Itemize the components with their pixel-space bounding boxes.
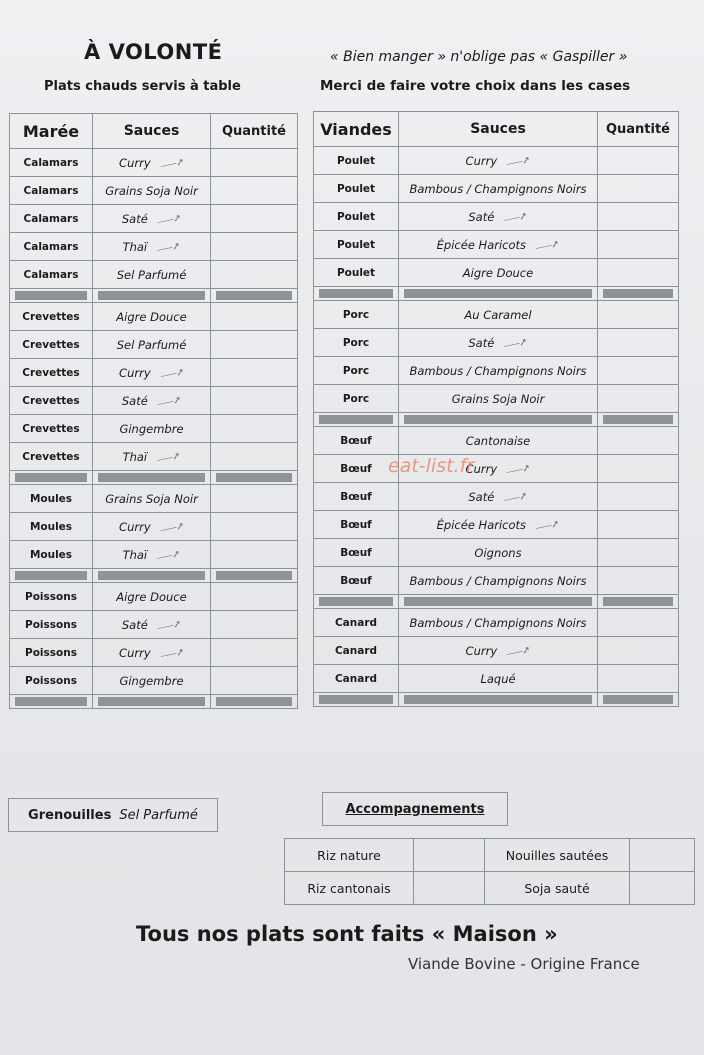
- sides-title: Accompagnements: [322, 792, 508, 826]
- sauce-name: Gingembre: [119, 421, 184, 436]
- table-row: [314, 301, 679, 329]
- quantity-cell[interactable]: [211, 261, 298, 289]
- dish-name: Poissons: [10, 611, 93, 639]
- col-header-quantity: Quantité: [211, 114, 298, 149]
- quantity-cell[interactable]: [598, 427, 679, 455]
- separator-cell: [93, 471, 211, 485]
- sauce-name: Au Caramel: [464, 307, 532, 322]
- quantity-cell[interactable]: [598, 357, 679, 385]
- col-header-sauce: Sauces: [93, 114, 211, 149]
- sauce-cell: [399, 539, 598, 567]
- dish-name: Poulet: [314, 203, 399, 231]
- separator-cell: [314, 287, 399, 301]
- table-row: [314, 609, 679, 637]
- table-row: [10, 331, 298, 359]
- dish-name: Calamars: [10, 205, 93, 233]
- dish-name: Bœuf: [314, 483, 399, 511]
- sauce-cell: [93, 359, 211, 387]
- sauce-cell: [93, 485, 211, 513]
- sauce-name: Bambous / Champignons Noirs: [409, 363, 587, 378]
- sauce-cell: [399, 483, 598, 511]
- col-header-sauce: Sauces: [399, 112, 598, 147]
- sauce-name: Gingembre: [119, 673, 184, 688]
- sauce-name: Épicée Haricots: [436, 518, 527, 532]
- group-separator: [314, 413, 679, 427]
- sauce-cell: [399, 231, 598, 259]
- quantity-cell[interactable]: [598, 665, 679, 693]
- quantity-cell[interactable]: [211, 415, 298, 443]
- sauce-name: Saté: [121, 212, 148, 226]
- dish-name: Poissons: [10, 667, 93, 695]
- separator-bar: [216, 571, 292, 580]
- separator-cell: [93, 289, 211, 303]
- table-row: [10, 583, 298, 611]
- separator-bar: [98, 697, 205, 706]
- sauce-name: Curry: [119, 366, 151, 380]
- dish-name: Bœuf: [314, 427, 399, 455]
- separator-cell: [211, 471, 298, 485]
- separator-cell: [93, 569, 211, 583]
- separator-bar: [603, 597, 673, 606]
- quantity-cell[interactable]: [211, 303, 298, 331]
- chili-pepper-icon: ⸺➚: [504, 644, 532, 661]
- side-quantity-cell[interactable]: [630, 839, 695, 872]
- sauce-name: Saté: [468, 336, 495, 350]
- dish-name: Bœuf: [314, 511, 399, 539]
- dish-name: Porc: [314, 385, 399, 413]
- dish-name: Crevettes: [10, 331, 93, 359]
- separator-cell: [314, 693, 399, 707]
- chili-pepper-icon: ⸺➚: [155, 212, 183, 229]
- sauce-cell: [399, 147, 598, 175]
- separator-bar: [98, 291, 205, 300]
- separator-bar: [319, 415, 393, 424]
- origin-note: Viande Bovine - Origine France: [408, 955, 640, 973]
- table-row: [314, 539, 679, 567]
- sauce-name: Grains Soja Noir: [451, 391, 545, 406]
- table-row: [314, 665, 679, 693]
- table-row: [314, 259, 679, 287]
- quantity-cell[interactable]: [211, 149, 298, 177]
- quantity-cell[interactable]: [211, 541, 298, 569]
- quantity-cell[interactable]: [598, 511, 679, 539]
- group-separator: [314, 287, 679, 301]
- sauce-name: Oignons: [474, 545, 522, 560]
- separator-cell: [211, 289, 298, 303]
- separator-cell: [399, 413, 598, 427]
- quantity-cell[interactable]: [211, 177, 298, 205]
- table-row: [10, 359, 298, 387]
- dish-name: Bœuf: [314, 455, 399, 483]
- sauce-cell: [93, 541, 211, 569]
- quantity-cell[interactable]: [598, 259, 679, 287]
- table-row: [314, 427, 679, 455]
- sauce-cell: [399, 567, 598, 595]
- dish-name: Bœuf: [314, 567, 399, 595]
- dish-name: Calamars: [10, 233, 93, 261]
- sauce-cell: [399, 357, 598, 385]
- frog-item: Grenouilles: [28, 807, 112, 823]
- motto: « Bien manger » n'oblige pas « Gaspiller »: [330, 49, 628, 65]
- quantity-cell[interactable]: [598, 637, 679, 665]
- dish-name: Poissons: [10, 583, 93, 611]
- quantity-cell[interactable]: [211, 443, 298, 471]
- table-row: [10, 443, 298, 471]
- sauce-name: Sel Parfumé: [116, 337, 187, 352]
- separator-bar: [603, 415, 673, 424]
- table-row: [10, 261, 298, 289]
- chili-pepper-icon: ⸺➚: [158, 156, 186, 173]
- sauce-name: Cantonaise: [465, 433, 531, 448]
- separator-cell: [598, 287, 679, 301]
- quantity-cell[interactable]: [598, 483, 679, 511]
- separator-bar: [404, 415, 592, 424]
- dish-name: Crevettes: [10, 303, 93, 331]
- sauce-cell: [399, 259, 598, 287]
- chili-pepper-icon: ⸺➚: [155, 394, 183, 411]
- sauce-name: Bambous / Champignons Noirs: [409, 181, 587, 196]
- quantity-cell[interactable]: [211, 513, 298, 541]
- sauce-cell: [93, 583, 211, 611]
- group-separator: [10, 289, 298, 303]
- sauce-name: Aigre Douce: [116, 589, 187, 604]
- quantity-cell[interactable]: [211, 485, 298, 513]
- separator-cell: [10, 569, 93, 583]
- dish-name: Crevettes: [10, 415, 93, 443]
- table-row: [314, 567, 679, 595]
- table-row: [314, 455, 679, 483]
- sauce-cell: [399, 511, 598, 539]
- dish-name: Canard: [314, 637, 399, 665]
- frog-legs-box: [8, 798, 218, 832]
- tagline: Tous nos plats sont faits « Maison »: [136, 922, 558, 946]
- table-row: [10, 485, 298, 513]
- sauce-cell: [93, 443, 211, 471]
- sides-row: [285, 872, 695, 905]
- group-separator: [10, 569, 298, 583]
- sauce-cell: [93, 261, 211, 289]
- chili-pepper-icon: ⸺➚: [158, 520, 186, 537]
- separator-cell: [211, 569, 298, 583]
- dish-name: Poulet: [314, 231, 399, 259]
- sauce-cell: [93, 177, 211, 205]
- separator-bar: [319, 597, 393, 606]
- quantity-cell[interactable]: [211, 583, 298, 611]
- separator-cell: [399, 287, 598, 301]
- quantity-cell[interactable]: [598, 567, 679, 595]
- sauce-name: Aigre Douce: [462, 265, 534, 280]
- sauce-name: Curry: [119, 156, 151, 170]
- instruction: Merci de faire votre choix dans les cases: [320, 78, 631, 94]
- separator-bar: [15, 697, 87, 706]
- separator-bar: [216, 473, 292, 482]
- sauce-cell: [399, 329, 598, 357]
- col-header-item: Viandes: [314, 112, 399, 147]
- sauce-name: Thaï: [122, 450, 148, 464]
- table-row: [10, 611, 298, 639]
- separator-bar: [404, 289, 592, 298]
- dish-name: Crevettes: [10, 359, 93, 387]
- sides-row: [285, 839, 695, 872]
- sauce-name: Curry: [119, 646, 151, 660]
- watermark: eat-list.fr: [388, 455, 475, 477]
- chili-pepper-icon: ⸺➚: [533, 238, 561, 255]
- separator-cell: [93, 695, 211, 709]
- separator-cell: [10, 695, 93, 709]
- table-row: [10, 513, 298, 541]
- quantity-cell[interactable]: [598, 609, 679, 637]
- chili-pepper-icon: ⸺➚: [158, 646, 186, 663]
- group-separator: [10, 695, 298, 709]
- quantity-cell[interactable]: [598, 385, 679, 413]
- quantity-cell[interactable]: [211, 667, 298, 695]
- separator-bar: [404, 695, 592, 704]
- sauce-name: Curry: [465, 644, 498, 658]
- sides-table: [284, 838, 695, 905]
- quantity-cell[interactable]: [598, 539, 679, 567]
- separator-bar: [603, 289, 673, 298]
- table-row: [10, 177, 298, 205]
- sauce-cell: [93, 149, 211, 177]
- separator-bar: [216, 697, 292, 706]
- quantity-cell[interactable]: [598, 455, 679, 483]
- meat-table: [313, 111, 679, 707]
- dish-name: Crevettes: [10, 387, 93, 415]
- chili-pepper-icon: ⸺➚: [501, 490, 529, 507]
- table-row: [314, 385, 679, 413]
- dish-name: Canard: [314, 609, 399, 637]
- sauce-cell: [93, 303, 211, 331]
- separator-cell: [598, 595, 679, 609]
- sauce-name: Saté: [121, 618, 148, 632]
- side-label: Riz nature: [285, 839, 414, 872]
- chili-pepper-icon: ⸺➚: [158, 366, 186, 383]
- chili-pepper-icon: ⸺➚: [501, 210, 529, 227]
- dish-name: Calamars: [10, 177, 93, 205]
- dish-name: Moules: [10, 513, 93, 541]
- sauce-name: Aigre Douce: [116, 309, 187, 324]
- sauce-name: Grains Soja Noir: [105, 183, 198, 198]
- table-row: [314, 357, 679, 385]
- quantity-cell[interactable]: [211, 205, 298, 233]
- table-row: [10, 387, 298, 415]
- separator-cell: [399, 595, 598, 609]
- quantity-cell[interactable]: [598, 175, 679, 203]
- sauce-name: Bambous / Champignons Noirs: [409, 573, 587, 588]
- quantity-cell[interactable]: [598, 231, 679, 259]
- side-quantity-cell[interactable]: [414, 839, 485, 872]
- sauce-name: Épicée Haricots: [436, 238, 527, 252]
- sauce-cell: [399, 665, 598, 693]
- frog-sauce: Sel Parfumé: [119, 807, 198, 823]
- dish-name: Porc: [314, 357, 399, 385]
- quantity-cell[interactable]: [211, 233, 298, 261]
- separator-cell: [314, 595, 399, 609]
- sauce-cell: [93, 331, 211, 359]
- dish-name: Crevettes: [10, 443, 93, 471]
- table-row: [10, 303, 298, 331]
- sauce-name: Saté: [468, 210, 495, 224]
- quantity-cell[interactable]: [598, 329, 679, 357]
- dish-name: Poulet: [314, 175, 399, 203]
- sauce-name: Curry: [465, 462, 498, 476]
- sauce-cell: [93, 611, 211, 639]
- side-label: Nouilles sautées: [485, 839, 630, 872]
- sauce-cell: [399, 301, 598, 329]
- side-label: Riz cantonais: [285, 872, 414, 905]
- table-row: [314, 203, 679, 231]
- separator-cell: [598, 413, 679, 427]
- table-row: [10, 205, 298, 233]
- dish-name: Calamars: [10, 261, 93, 289]
- sauce-cell: [93, 667, 211, 695]
- col-header-quantity: Quantité: [598, 112, 679, 147]
- table-row: [314, 147, 679, 175]
- chili-pepper-icon: ⸺➚: [154, 450, 182, 467]
- separator-cell: [211, 695, 298, 709]
- sauce-cell: [93, 387, 211, 415]
- sauce-cell: [399, 427, 598, 455]
- sauce-name: Curry: [119, 520, 151, 534]
- sauce-name: Sel Parfumé: [116, 267, 187, 282]
- separator-bar: [15, 571, 87, 580]
- chili-pepper-icon: ⸺➚: [504, 462, 532, 479]
- chili-pepper-icon: ⸺➚: [155, 618, 183, 635]
- chili-pepper-icon: ⸺➚: [504, 154, 532, 171]
- dish-name: Poissons: [10, 639, 93, 667]
- dish-name: Canard: [314, 665, 399, 693]
- separator-bar: [15, 473, 87, 482]
- quantity-cell[interactable]: [598, 147, 679, 175]
- quantity-cell[interactable]: [598, 203, 679, 231]
- dish-name: Porc: [314, 301, 399, 329]
- sauce-cell: [399, 175, 598, 203]
- dish-name: Moules: [10, 541, 93, 569]
- sauce-cell: [93, 205, 211, 233]
- dish-name: Moules: [10, 485, 93, 513]
- quantity-cell[interactable]: [598, 301, 679, 329]
- separator-cell: [314, 413, 399, 427]
- group-separator: [314, 595, 679, 609]
- table-row: [314, 511, 679, 539]
- sauce-name: Saté: [121, 394, 148, 408]
- table-row: [314, 231, 679, 259]
- separator-bar: [15, 291, 87, 300]
- sauce-name: Saté: [468, 490, 495, 504]
- table-row: [314, 329, 679, 357]
- sauce-name: Laqué: [480, 671, 516, 686]
- table-row: [10, 415, 298, 443]
- side-label: Soja sauté: [485, 872, 630, 905]
- separator-bar: [319, 289, 393, 298]
- table-row: [314, 483, 679, 511]
- table-row: [10, 149, 298, 177]
- page-subtitle: Plats chauds servis à table: [44, 79, 241, 94]
- dish-name: Porc: [314, 329, 399, 357]
- page-title: À VOLONTÉ: [84, 40, 223, 64]
- sauce-cell: [399, 203, 598, 231]
- seafood-table: [9, 113, 298, 709]
- table-row: [314, 175, 679, 203]
- sauce-cell: [93, 639, 211, 667]
- dish-name: Bœuf: [314, 539, 399, 567]
- separator-cell: [598, 693, 679, 707]
- dish-name: Poulet: [314, 147, 399, 175]
- separator-cell: [10, 471, 93, 485]
- sauce-cell: [399, 637, 598, 665]
- table-row: [10, 233, 298, 261]
- table-row: [314, 637, 679, 665]
- chili-pepper-icon: ⸺➚: [154, 548, 182, 565]
- quantity-cell[interactable]: [211, 611, 298, 639]
- sauce-cell: [93, 415, 211, 443]
- sauce-cell: [93, 233, 211, 261]
- chili-pepper-icon: ⸺➚: [501, 336, 529, 353]
- quantity-cell[interactable]: [211, 331, 298, 359]
- group-separator: [314, 693, 679, 707]
- sauce-cell: [399, 609, 598, 637]
- sauce-name: Thaï: [122, 240, 148, 254]
- dish-name: Calamars: [10, 149, 93, 177]
- sauce-name: Thaï: [122, 548, 148, 562]
- sauce-name: Bambous / Champignons Noirs: [409, 615, 587, 630]
- quantity-cell[interactable]: [211, 639, 298, 667]
- separator-bar: [319, 695, 393, 704]
- chili-pepper-icon: ⸺➚: [154, 240, 182, 257]
- table-row: [10, 667, 298, 695]
- separator-bar: [98, 473, 205, 482]
- separator-bar: [404, 597, 592, 606]
- separator-bar: [98, 571, 205, 580]
- sauce-cell: [93, 513, 211, 541]
- sauce-name: Curry: [465, 154, 498, 168]
- table-row: [10, 639, 298, 667]
- separator-bar: [216, 291, 292, 300]
- col-header-item: Marée: [10, 114, 93, 149]
- sauce-name: Grains Soja Noir: [105, 491, 198, 506]
- separator-cell: [399, 693, 598, 707]
- quantity-cell[interactable]: [211, 359, 298, 387]
- side-quantity-cell[interactable]: [630, 872, 695, 905]
- sauce-cell: [399, 385, 598, 413]
- dish-name: Poulet: [314, 259, 399, 287]
- side-quantity-cell[interactable]: [414, 872, 485, 905]
- table-row: [10, 541, 298, 569]
- quantity-cell[interactable]: [211, 387, 298, 415]
- separator-bar: [603, 695, 673, 704]
- group-separator: [10, 471, 298, 485]
- chili-pepper-icon: ⸺➚: [533, 518, 561, 535]
- separator-cell: [10, 289, 93, 303]
